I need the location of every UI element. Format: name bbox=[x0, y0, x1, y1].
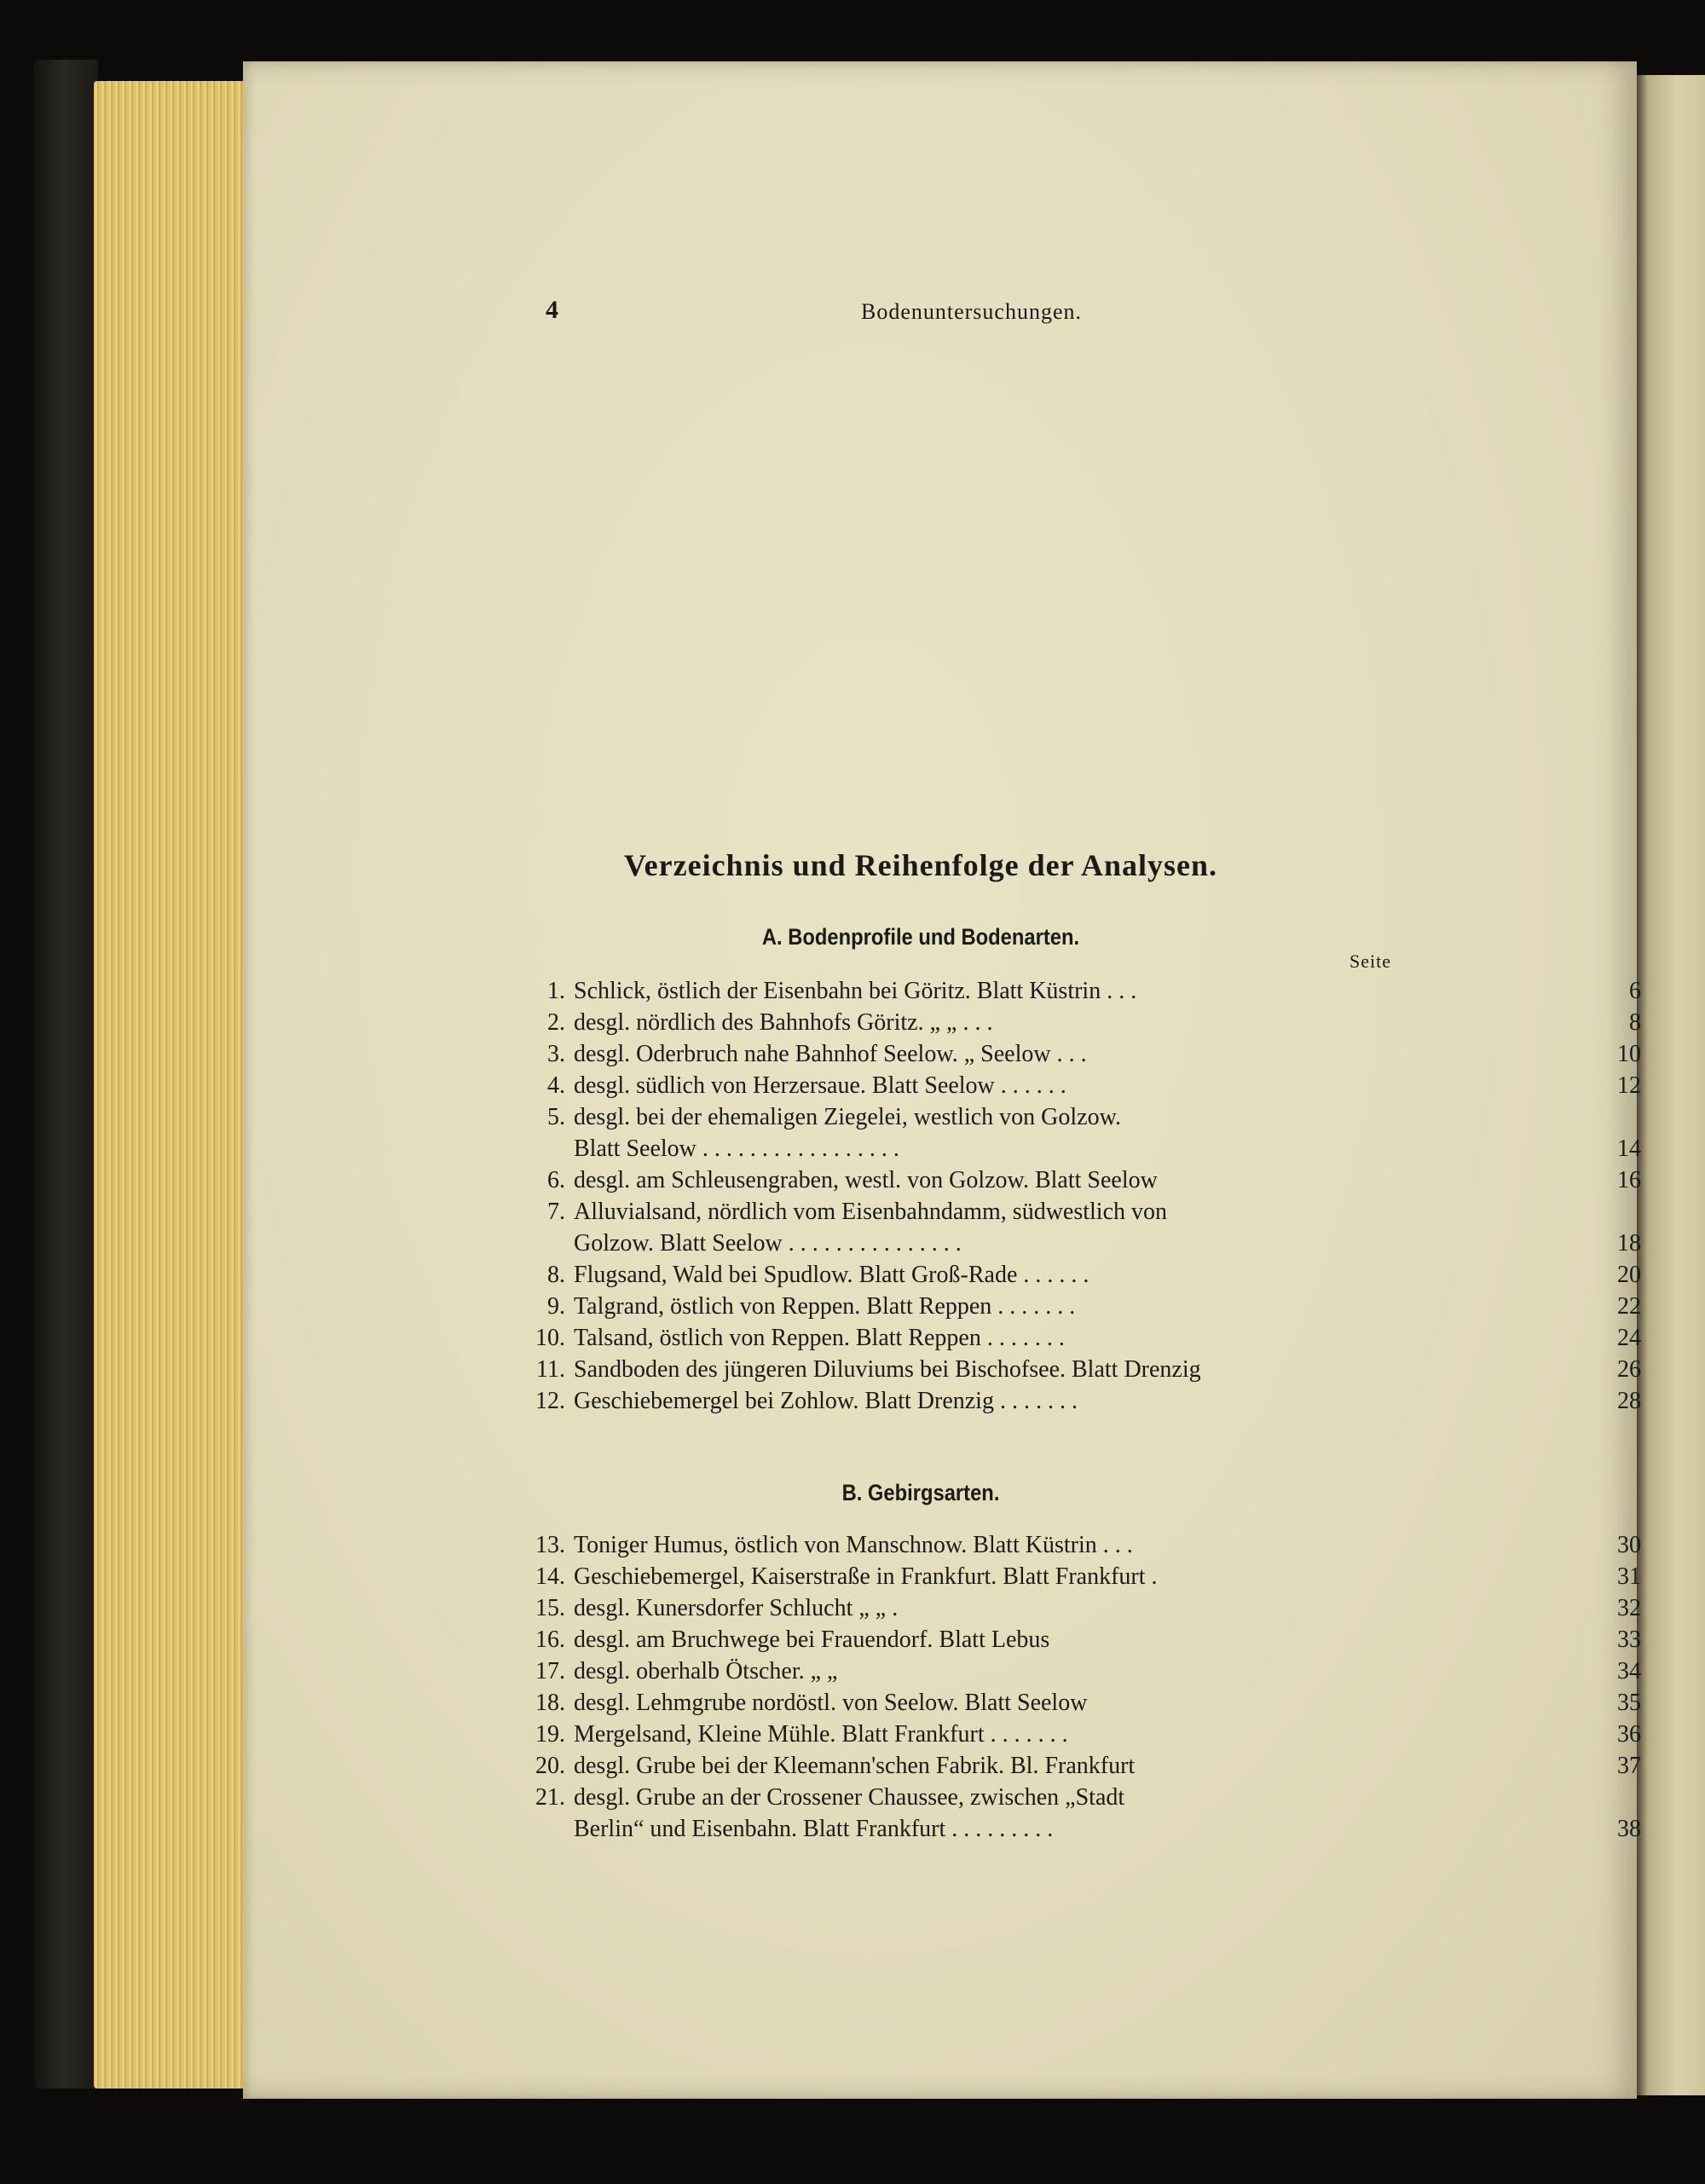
running-title: Bodenuntersuchungen. bbox=[861, 299, 1083, 324]
entry-page: 31 bbox=[1617, 1563, 1641, 1590]
entry-page: 34 bbox=[1617, 1658, 1641, 1684]
entry-text: Toniger Humus, östlich von Manschnow. Blatt Küstrin . . . bbox=[574, 1532, 1133, 1558]
entry-page: 26 bbox=[1617, 1356, 1641, 1383]
entry-number: 1. bbox=[547, 978, 565, 1004]
entry-number: 8. bbox=[547, 1262, 565, 1288]
entry-page: 18 bbox=[1617, 1230, 1641, 1257]
entry-text: Schlick, östlich der Eisenbahn bei Göritz. Blatt Küstrin . . . bbox=[574, 978, 1137, 1004]
book-spine bbox=[34, 60, 98, 2089]
entry-text bbox=[574, 1782, 1580, 1845]
entry-text: Geschiebemergel bei Zohlow. Blatt Drenzig . . . . . . . bbox=[574, 1388, 1078, 1414]
list-item bbox=[524, 1561, 1641, 1592]
list-item bbox=[524, 1007, 1641, 1038]
entry-text-line: desgl. Grube an der Crossener Chaussee, zwischen „Stadt bbox=[574, 1784, 1125, 1811]
page-edges bbox=[94, 81, 243, 2089]
entry-page: 12 bbox=[1617, 1072, 1641, 1099]
entry-number: 10. bbox=[535, 1325, 565, 1351]
entry-number: 4. bbox=[547, 1072, 565, 1099]
entry-text: Flugsand, Wald bei Spudlow. Blatt Groß-Rade . . . . . . bbox=[574, 1262, 1089, 1288]
list-item bbox=[524, 1070, 1641, 1101]
entry-page: 38 bbox=[1617, 1816, 1641, 1842]
entry-text-continuation: Golzow. Blatt Seelow . . . . . . . . . . . . . . . bbox=[574, 1230, 962, 1257]
entry-page: 6 bbox=[1629, 978, 1641, 1004]
entry-page: 24 bbox=[1617, 1325, 1641, 1351]
entry-page: 14 bbox=[1617, 1135, 1641, 1162]
section-a-list bbox=[524, 975, 1641, 1417]
section-b-heading: B. Gebirgsarten. bbox=[841, 1480, 1000, 1505]
entry-page: 30 bbox=[1617, 1532, 1641, 1558]
entry-text-line: Alluvialsand, nördlich vom Eisenbahndamm, südwestlich von bbox=[574, 1199, 1168, 1225]
seite-column-label: Seite bbox=[1350, 950, 1391, 972]
list-item bbox=[524, 1291, 1641, 1322]
entry-number: 21. bbox=[535, 1784, 565, 1811]
entry-text: desgl. Oderbruch nahe Bahnhof Seelow. „ Seelow . . . bbox=[574, 1041, 1087, 1067]
list-item bbox=[524, 1592, 1641, 1624]
section-a-heading: A. Bodenprofile und Bodenarten. bbox=[761, 924, 1080, 950]
entry-text: Mergelsand, Kleine Mühle. Blatt Frankfurt . . . . . . . bbox=[574, 1721, 1068, 1748]
entry-number: 20. bbox=[535, 1753, 565, 1779]
entry-page: 16 bbox=[1617, 1167, 1641, 1193]
page-number: 4 bbox=[546, 296, 558, 324]
book-page bbox=[243, 61, 1641, 2099]
list-item bbox=[524, 1322, 1641, 1354]
entry-number: 15. bbox=[535, 1595, 565, 1621]
entry-number: 12. bbox=[535, 1388, 565, 1414]
list-item bbox=[524, 1038, 1641, 1070]
list-item bbox=[524, 1164, 1641, 1196]
entry-text: Talsand, östlich von Reppen. Blatt Reppen . . . . . . . bbox=[574, 1325, 1065, 1351]
entry-text: desgl. Kunersdorfer Schlucht „ „ . bbox=[574, 1595, 899, 1621]
entry-text-continuation: Blatt Seelow . . . . . . . . . . . . . . . . . bbox=[574, 1135, 899, 1162]
facing-page-edge bbox=[1635, 75, 1705, 2095]
entry-text: desgl. nördlich des Bahnhofs Göritz. „ „ . . . bbox=[574, 1009, 993, 1036]
list-item bbox=[524, 1385, 1641, 1417]
list-item bbox=[524, 1750, 1641, 1782]
entry-number: 5. bbox=[547, 1104, 565, 1130]
entry-page: 10 bbox=[1617, 1041, 1641, 1067]
entry-number: 17. bbox=[535, 1658, 565, 1684]
entry-number: 13. bbox=[535, 1532, 565, 1558]
entry-text: Talgrand, östlich von Reppen. Blatt Reppen . . . . . . . bbox=[574, 1293, 1076, 1320]
entry-number: 19. bbox=[535, 1721, 565, 1748]
entry-text: Sandboden des jüngeren Diluviums bei Bischofsee. Blatt Drenzig bbox=[574, 1356, 1201, 1383]
page-title: Verzeichnis und Reihenfolge der Analysen. bbox=[623, 848, 1218, 882]
list-item bbox=[524, 1259, 1641, 1291]
list-item bbox=[524, 1782, 1641, 1845]
entry-page: 22 bbox=[1617, 1293, 1641, 1320]
entry-number: 2. bbox=[547, 1009, 565, 1036]
entry-page: 20 bbox=[1617, 1262, 1641, 1288]
entry-page: 37 bbox=[1617, 1753, 1641, 1779]
list-item bbox=[524, 1719, 1641, 1750]
entry-text-continuation: Berlin“ und Eisenbahn. Blatt Frankfurt . . . . . . . . . bbox=[574, 1816, 1054, 1842]
entry-text: desgl. Grube bei der Kleemann'schen Fabrik. Bl. Frankfurt bbox=[574, 1753, 1136, 1779]
entry-text: desgl. südlich von Herzersaue. Blatt Seelow . . . . . . bbox=[574, 1072, 1066, 1099]
entry-text bbox=[574, 1101, 1580, 1164]
entry-text: desgl. am Schleusengraben, westl. von Golzow. Blatt Seelow bbox=[574, 1167, 1158, 1193]
list-item bbox=[524, 1687, 1641, 1719]
entry-number: 6. bbox=[547, 1167, 565, 1193]
entry-number: 7. bbox=[547, 1199, 565, 1225]
list-item bbox=[524, 1354, 1641, 1385]
entry-text: Geschiebemergel, Kaiserstraße in Frankfurt. Blatt Frankfurt . bbox=[574, 1563, 1158, 1590]
entry-page: 8 bbox=[1629, 1009, 1641, 1036]
entry-text: desgl. am Bruchwege bei Frauendorf. Blatt Lebus bbox=[574, 1626, 1050, 1653]
section-b-list bbox=[524, 1529, 1641, 1845]
entry-page: 33 bbox=[1617, 1626, 1641, 1653]
list-item bbox=[524, 1624, 1641, 1655]
list-item bbox=[524, 975, 1641, 1007]
entry-number: 11. bbox=[536, 1356, 565, 1383]
entry-text: desgl. Lehmgrube nordöstl. von Seelow. Blatt Seelow bbox=[574, 1690, 1088, 1716]
entry-number: 16. bbox=[535, 1626, 565, 1653]
list-item bbox=[524, 1101, 1641, 1164]
entry-text-line: desgl. bei der ehemaligen Ziegelei, westlich von Golzow. bbox=[574, 1104, 1121, 1130]
entry-number: 14. bbox=[535, 1563, 565, 1590]
entry-number: 9. bbox=[547, 1293, 565, 1320]
entry-number: 3. bbox=[547, 1041, 565, 1067]
entry-page: 32 bbox=[1617, 1595, 1641, 1621]
entry-page: 28 bbox=[1617, 1388, 1641, 1414]
list-item bbox=[524, 1529, 1641, 1561]
entry-text: desgl. oberhalb Ötscher. „ „ bbox=[574, 1658, 838, 1684]
list-item bbox=[524, 1196, 1641, 1259]
entry-text bbox=[574, 1196, 1580, 1259]
entry-page: 35 bbox=[1617, 1690, 1641, 1716]
entry-number: 18. bbox=[535, 1690, 565, 1716]
running-head bbox=[243, 296, 1637, 330]
entry-page: 36 bbox=[1617, 1721, 1641, 1748]
list-item bbox=[524, 1655, 1641, 1687]
